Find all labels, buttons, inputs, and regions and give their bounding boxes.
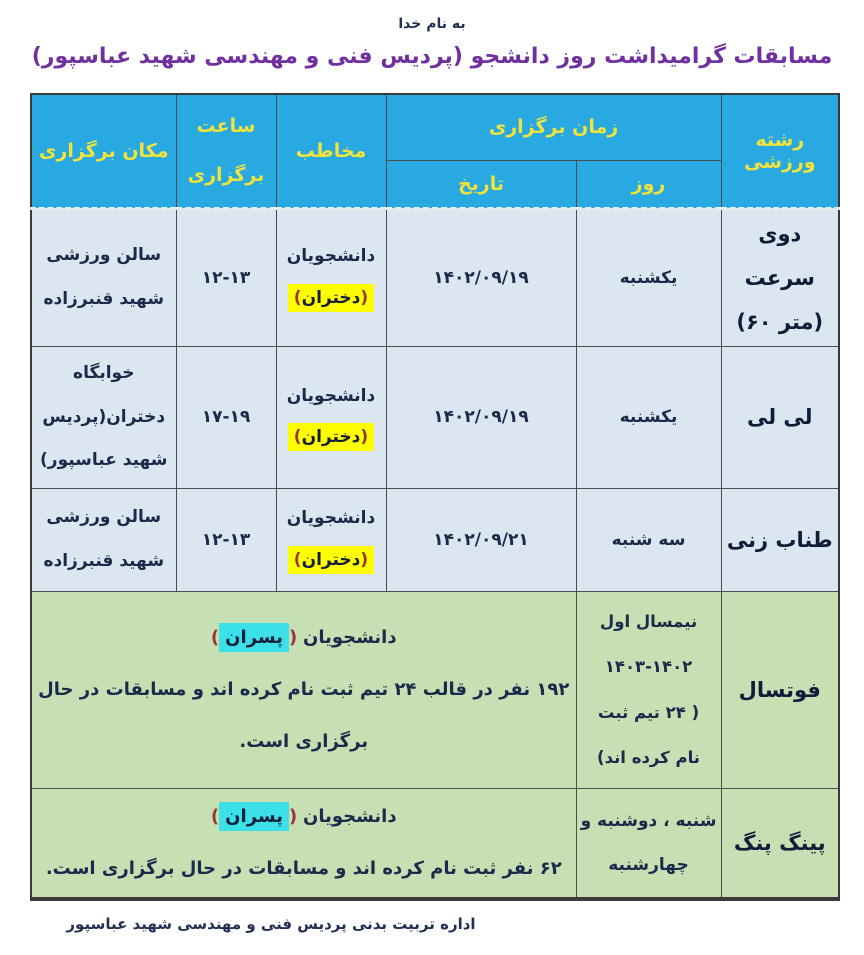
header-hour [176,94,276,208]
rope-day-cell: سه شنبه [576,488,721,591]
leyli-day-cell: یکشنبه [576,346,721,488]
sprint-audience-cell [276,208,386,346]
header-hour-line1: ساعت [196,115,256,138]
leyli-place-cell: خوابگاه دختران(پردیس شهید عباسپور) [31,346,176,488]
rope-date-value: ۱۴۰۲/۰۹/۲۱ [433,529,529,550]
sprint-audience-highlight: (دختران) [288,284,374,312]
leyli-date-cell [386,346,576,488]
sprint-sport-cell [721,208,839,346]
header-sport: رشته ورزشی [721,94,839,208]
leyli-sport-cell [721,346,839,488]
rope-hour-value: ۱۲-۱۳ [201,529,251,550]
futsal-term-cell: نیمسال اول ۱۴۰۳-۱۴۰۲ ( ۲۴ تیم ثبت نام کرده اند) [576,591,721,788]
rope-hour-cell [176,488,276,591]
header-time-group: زمان برگزاری [386,94,721,160]
leyli-hour-value: ۱۷-۱۹ [201,407,251,428]
pingpong-days-cell: شنبه ، دوشنبه و چهارشنبه [576,788,721,899]
sprint-audience-text: دانشجویان [286,246,376,266]
futsal-sport-cell [721,591,839,788]
pingpong-registration-line: ۶۲ نفر ثبت نام کرده اند و مسابقات در حال برگزاری است. [45,857,562,879]
sprint-sport-name: دوی سرعت [744,221,815,290]
rope-audience-text: دانشجویان [286,508,376,529]
table-row-leyli [31,346,839,488]
header-hour-line2: برگزاری [187,163,265,186]
futsal-info-cell [31,591,576,788]
rope-date-cell [386,488,576,591]
pingpong-sport-name: پینگ پنگ [733,830,826,855]
table-row-sprint [31,208,839,346]
rope-audience-highlight: (دختران) [288,546,374,574]
futsal-status-line: برگزاری است. [239,730,369,752]
table-header [31,94,839,208]
sprint-date-cell [386,208,576,346]
futsal-sport-name: فوتسال [738,677,821,702]
rope-audience-cell [276,488,386,591]
rope-place-cell: سالن ورزشی شهید قنبرزاده [31,488,176,591]
bismillah-text: به نام خدا [398,16,466,32]
leyli-audience-text: دانشجویان [286,385,376,406]
futsal-audience-highlight: پسران [219,623,289,652]
header-place: مکان برگزاری [31,94,176,208]
competitions-table [30,93,840,901]
pingpong-info-cell [31,788,576,899]
futsal-audience-line: دانشجویان(پسران) [36,612,572,664]
sprint-day-cell: یکشنبه [576,208,721,346]
document-page [0,16,864,955]
leyli-date-value: ۱۴۰۲/۰۹/۱۹ [433,407,529,428]
futsal-year-range: ۱۴۰۳-۱۴۰۲ [604,657,693,677]
sprint-place-cell: سالن ورزشی شهید قنبرزاده [31,208,176,346]
sprint-hour-cell [176,208,276,346]
leyli-audience-cell [276,346,386,488]
table-row-pingpong [31,788,839,899]
pingpong-sport-cell [721,788,839,899]
header-date: تاریخ [386,160,576,208]
footer-department-text: اداره تربیت بدنی پردیس فنی و مهندسی شهید عباسپور [66,915,476,934]
sprint-date-value: ۱۴۰۲/۰۹/۱۹ [433,267,529,288]
sprint-hour-value: ۱۲-۱۳ [201,267,251,288]
leyli-audience-highlight: (دختران) [288,423,374,451]
pingpong-audience-highlight: پسران [219,802,289,831]
pingpong-audience-line: دانشجویان(پسران) [36,791,572,843]
table-row-rope [31,488,839,591]
rope-sport-name: طناب زنی [726,527,833,552]
leyli-hour-cell [176,346,276,488]
futsal-registration-line: ۱۹۲ نفر در قالب ۲۴ تیم ثبت نام کرده اند و مسابقات در حال [38,678,570,700]
table-row-futsal [31,591,839,788]
rope-sport-cell [721,488,839,591]
header-day: روز [576,160,721,208]
page-title: مسابقات گرامیداشت روز دانشجو (پردیس فنی و مهندسی شهید عباسپور) [31,44,833,69]
header-audience: مخاطب [276,94,386,208]
leyli-sport-name: لی لی [746,405,813,430]
sprint-sport-distance: (۶۰ متر) [736,309,824,334]
